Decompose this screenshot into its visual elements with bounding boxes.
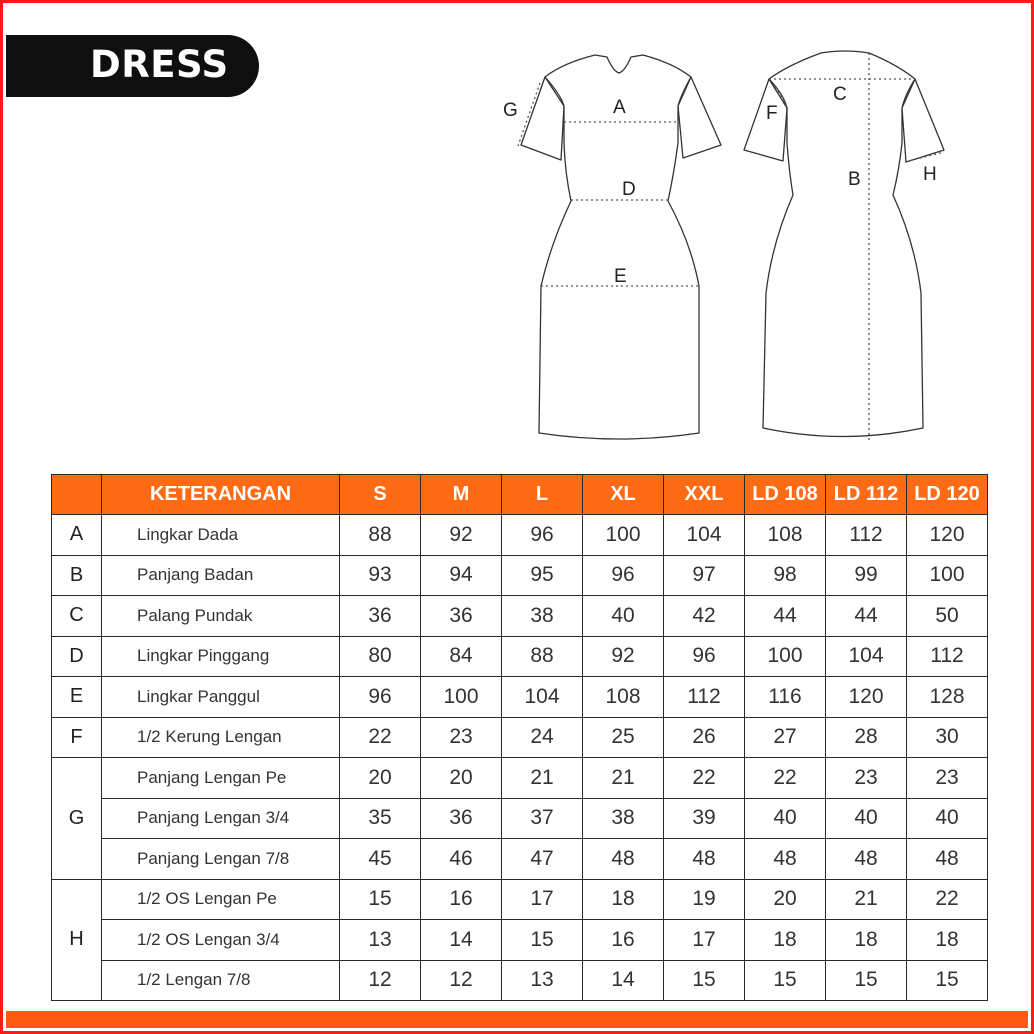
size-value-cell: 112 xyxy=(664,677,745,718)
size-value-cell: 97 xyxy=(664,555,745,596)
diagram-label-d: D xyxy=(622,179,636,200)
size-value-cell: 95 xyxy=(502,555,583,596)
size-value-cell: 17 xyxy=(664,920,745,961)
size-value-cell: 15 xyxy=(907,960,988,1001)
size-value-cell: 40 xyxy=(745,798,826,839)
size-value-cell: 47 xyxy=(502,839,583,880)
size-value-cell: 14 xyxy=(583,960,664,1001)
size-value-cell: 96 xyxy=(583,555,664,596)
table-header-row xyxy=(52,475,988,515)
diagram-label-f: F xyxy=(766,103,778,124)
size-value-cell: 80 xyxy=(340,636,421,677)
size-value-cell: 100 xyxy=(583,515,664,556)
size-value-cell: 18 xyxy=(583,879,664,920)
page-title: DRESS xyxy=(90,43,229,86)
size-value-cell: 27 xyxy=(745,717,826,758)
size-value-cell: 35 xyxy=(340,798,421,839)
size-value-cell: 88 xyxy=(502,636,583,677)
size-value-cell: 88 xyxy=(340,515,421,556)
size-value-cell: 21 xyxy=(502,758,583,799)
table-body xyxy=(52,515,988,1001)
size-value-cell: 23 xyxy=(907,758,988,799)
diagram-label-h: H xyxy=(923,164,937,185)
table-row xyxy=(52,677,988,718)
row-label: 1/2 OS Lengan Pe xyxy=(102,879,340,920)
size-value-cell: 26 xyxy=(664,717,745,758)
size-value-cell: 36 xyxy=(421,596,502,637)
size-value-cell: 23 xyxy=(826,758,907,799)
size-value-cell: 48 xyxy=(907,839,988,880)
table-row xyxy=(52,798,988,839)
header-size-ld108: LD 108 xyxy=(745,475,826,515)
size-value-cell: 20 xyxy=(421,758,502,799)
size-value-cell: 36 xyxy=(421,798,502,839)
row-code: E xyxy=(52,677,102,718)
diagram-label-e: E xyxy=(614,266,627,287)
size-value-cell: 99 xyxy=(826,555,907,596)
size-value-cell: 14 xyxy=(421,920,502,961)
table-row xyxy=(52,717,988,758)
size-value-cell: 19 xyxy=(664,879,745,920)
row-code: C xyxy=(52,596,102,637)
size-value-cell: 104 xyxy=(826,636,907,677)
size-value-cell: 96 xyxy=(664,636,745,677)
size-value-cell: 13 xyxy=(340,920,421,961)
header-size-xl: XL xyxy=(583,475,664,515)
size-value-cell: 120 xyxy=(826,677,907,718)
size-value-cell: 28 xyxy=(826,717,907,758)
size-value-cell: 100 xyxy=(907,555,988,596)
size-value-cell: 37 xyxy=(502,798,583,839)
size-value-cell: 128 xyxy=(907,677,988,718)
row-label: Lingkar Pinggang xyxy=(102,636,340,677)
diagram-label-g: G xyxy=(503,100,518,121)
size-value-cell: 23 xyxy=(421,717,502,758)
size-value-cell: 98 xyxy=(745,555,826,596)
size-value-cell: 12 xyxy=(421,960,502,1001)
row-code: A xyxy=(52,515,102,556)
diagram-label-a: A xyxy=(613,97,626,118)
size-value-cell: 15 xyxy=(502,920,583,961)
size-value-cell: 104 xyxy=(502,677,583,718)
size-value-cell: 15 xyxy=(664,960,745,1001)
header-keterangan: KETERANGAN xyxy=(102,475,340,515)
table-row xyxy=(52,960,988,1001)
row-label: 1/2 Kerung Lengan xyxy=(102,717,340,758)
row-code: D xyxy=(52,636,102,677)
size-value-cell: 92 xyxy=(421,515,502,556)
row-label: Palang Pundak xyxy=(102,596,340,637)
size-value-cell: 108 xyxy=(583,677,664,718)
size-value-cell: 15 xyxy=(745,960,826,1001)
size-value-cell: 39 xyxy=(664,798,745,839)
size-value-cell: 22 xyxy=(664,758,745,799)
row-label: Panjang Lengan 3/4 xyxy=(102,798,340,839)
size-value-cell: 100 xyxy=(745,636,826,677)
row-code: F xyxy=(52,717,102,758)
size-value-cell: 120 xyxy=(907,515,988,556)
size-value-cell: 104 xyxy=(664,515,745,556)
size-value-cell: 38 xyxy=(502,596,583,637)
size-value-cell: 22 xyxy=(907,879,988,920)
table-row xyxy=(52,515,988,556)
header-size-m: M xyxy=(421,475,502,515)
size-value-cell: 48 xyxy=(745,839,826,880)
header-size-ld120: LD 120 xyxy=(907,475,988,515)
size-value-cell: 15 xyxy=(826,960,907,1001)
size-value-cell: 22 xyxy=(340,717,421,758)
size-value-cell: 108 xyxy=(745,515,826,556)
size-value-cell: 12 xyxy=(340,960,421,1001)
size-table xyxy=(51,474,988,1001)
header-size-ld112: LD 112 xyxy=(826,475,907,515)
size-value-cell: 24 xyxy=(502,717,583,758)
row-label: 1/2 OS Lengan 3/4 xyxy=(102,920,340,961)
row-label: Lingkar Panggul xyxy=(102,677,340,718)
size-value-cell: 96 xyxy=(502,515,583,556)
size-value-cell: 13 xyxy=(502,960,583,1001)
table-row xyxy=(52,636,988,677)
back-dress-body xyxy=(763,51,923,437)
size-value-cell: 21 xyxy=(583,758,664,799)
row-code: G xyxy=(52,758,102,880)
size-value-cell: 22 xyxy=(745,758,826,799)
diagram-label-b: B xyxy=(848,169,861,190)
size-value-cell: 18 xyxy=(826,920,907,961)
size-value-cell: 16 xyxy=(421,879,502,920)
size-value-cell: 21 xyxy=(826,879,907,920)
size-value-cell: 15 xyxy=(340,879,421,920)
size-value-cell: 42 xyxy=(664,596,745,637)
size-value-cell: 25 xyxy=(583,717,664,758)
size-value-cell: 18 xyxy=(907,920,988,961)
size-value-cell: 48 xyxy=(826,839,907,880)
row-code: H xyxy=(52,879,102,1001)
table-row xyxy=(52,879,988,920)
size-value-cell: 48 xyxy=(664,839,745,880)
table-row xyxy=(52,555,988,596)
table-row xyxy=(52,596,988,637)
size-value-cell: 112 xyxy=(907,636,988,677)
header-code xyxy=(52,475,102,515)
dress-diagram xyxy=(3,3,1034,463)
size-value-cell: 18 xyxy=(745,920,826,961)
size-value-cell: 38 xyxy=(583,798,664,839)
size-value-cell: 17 xyxy=(502,879,583,920)
size-value-cell: 112 xyxy=(826,515,907,556)
table-row xyxy=(52,758,988,799)
diagram-label-c: C xyxy=(833,84,847,105)
size-value-cell: 50 xyxy=(907,596,988,637)
size-value-cell: 40 xyxy=(907,798,988,839)
size-value-cell: 46 xyxy=(421,839,502,880)
header-size-s: S xyxy=(340,475,421,515)
size-value-cell: 116 xyxy=(745,677,826,718)
size-value-cell: 40 xyxy=(826,798,907,839)
bottom-accent-bar xyxy=(6,1011,1028,1028)
size-value-cell: 93 xyxy=(340,555,421,596)
size-value-cell: 45 xyxy=(340,839,421,880)
row-label: Panjang Lengan Pe xyxy=(102,758,340,799)
table-row xyxy=(52,839,988,880)
header-size-l: L xyxy=(502,475,583,515)
table-row xyxy=(52,920,988,961)
row-label: Panjang Badan xyxy=(102,555,340,596)
size-value-cell: 36 xyxy=(340,596,421,637)
size-value-cell: 94 xyxy=(421,555,502,596)
row-label: Lingkar Dada xyxy=(102,515,340,556)
size-value-cell: 48 xyxy=(583,839,664,880)
size-value-cell: 92 xyxy=(583,636,664,677)
size-value-cell: 44 xyxy=(745,596,826,637)
size-value-cell: 20 xyxy=(340,758,421,799)
header-size-xxl: XXL xyxy=(664,475,745,515)
size-value-cell: 100 xyxy=(421,677,502,718)
row-label: 1/2 Lengan 7/8 xyxy=(102,960,340,1001)
row-code: B xyxy=(52,555,102,596)
size-value-cell: 40 xyxy=(583,596,664,637)
size-value-cell: 44 xyxy=(826,596,907,637)
size-value-cell: 20 xyxy=(745,879,826,920)
size-value-cell: 84 xyxy=(421,636,502,677)
size-value-cell: 96 xyxy=(340,677,421,718)
size-value-cell: 16 xyxy=(583,920,664,961)
row-label: Panjang Lengan 7/8 xyxy=(102,839,340,880)
size-value-cell: 30 xyxy=(907,717,988,758)
